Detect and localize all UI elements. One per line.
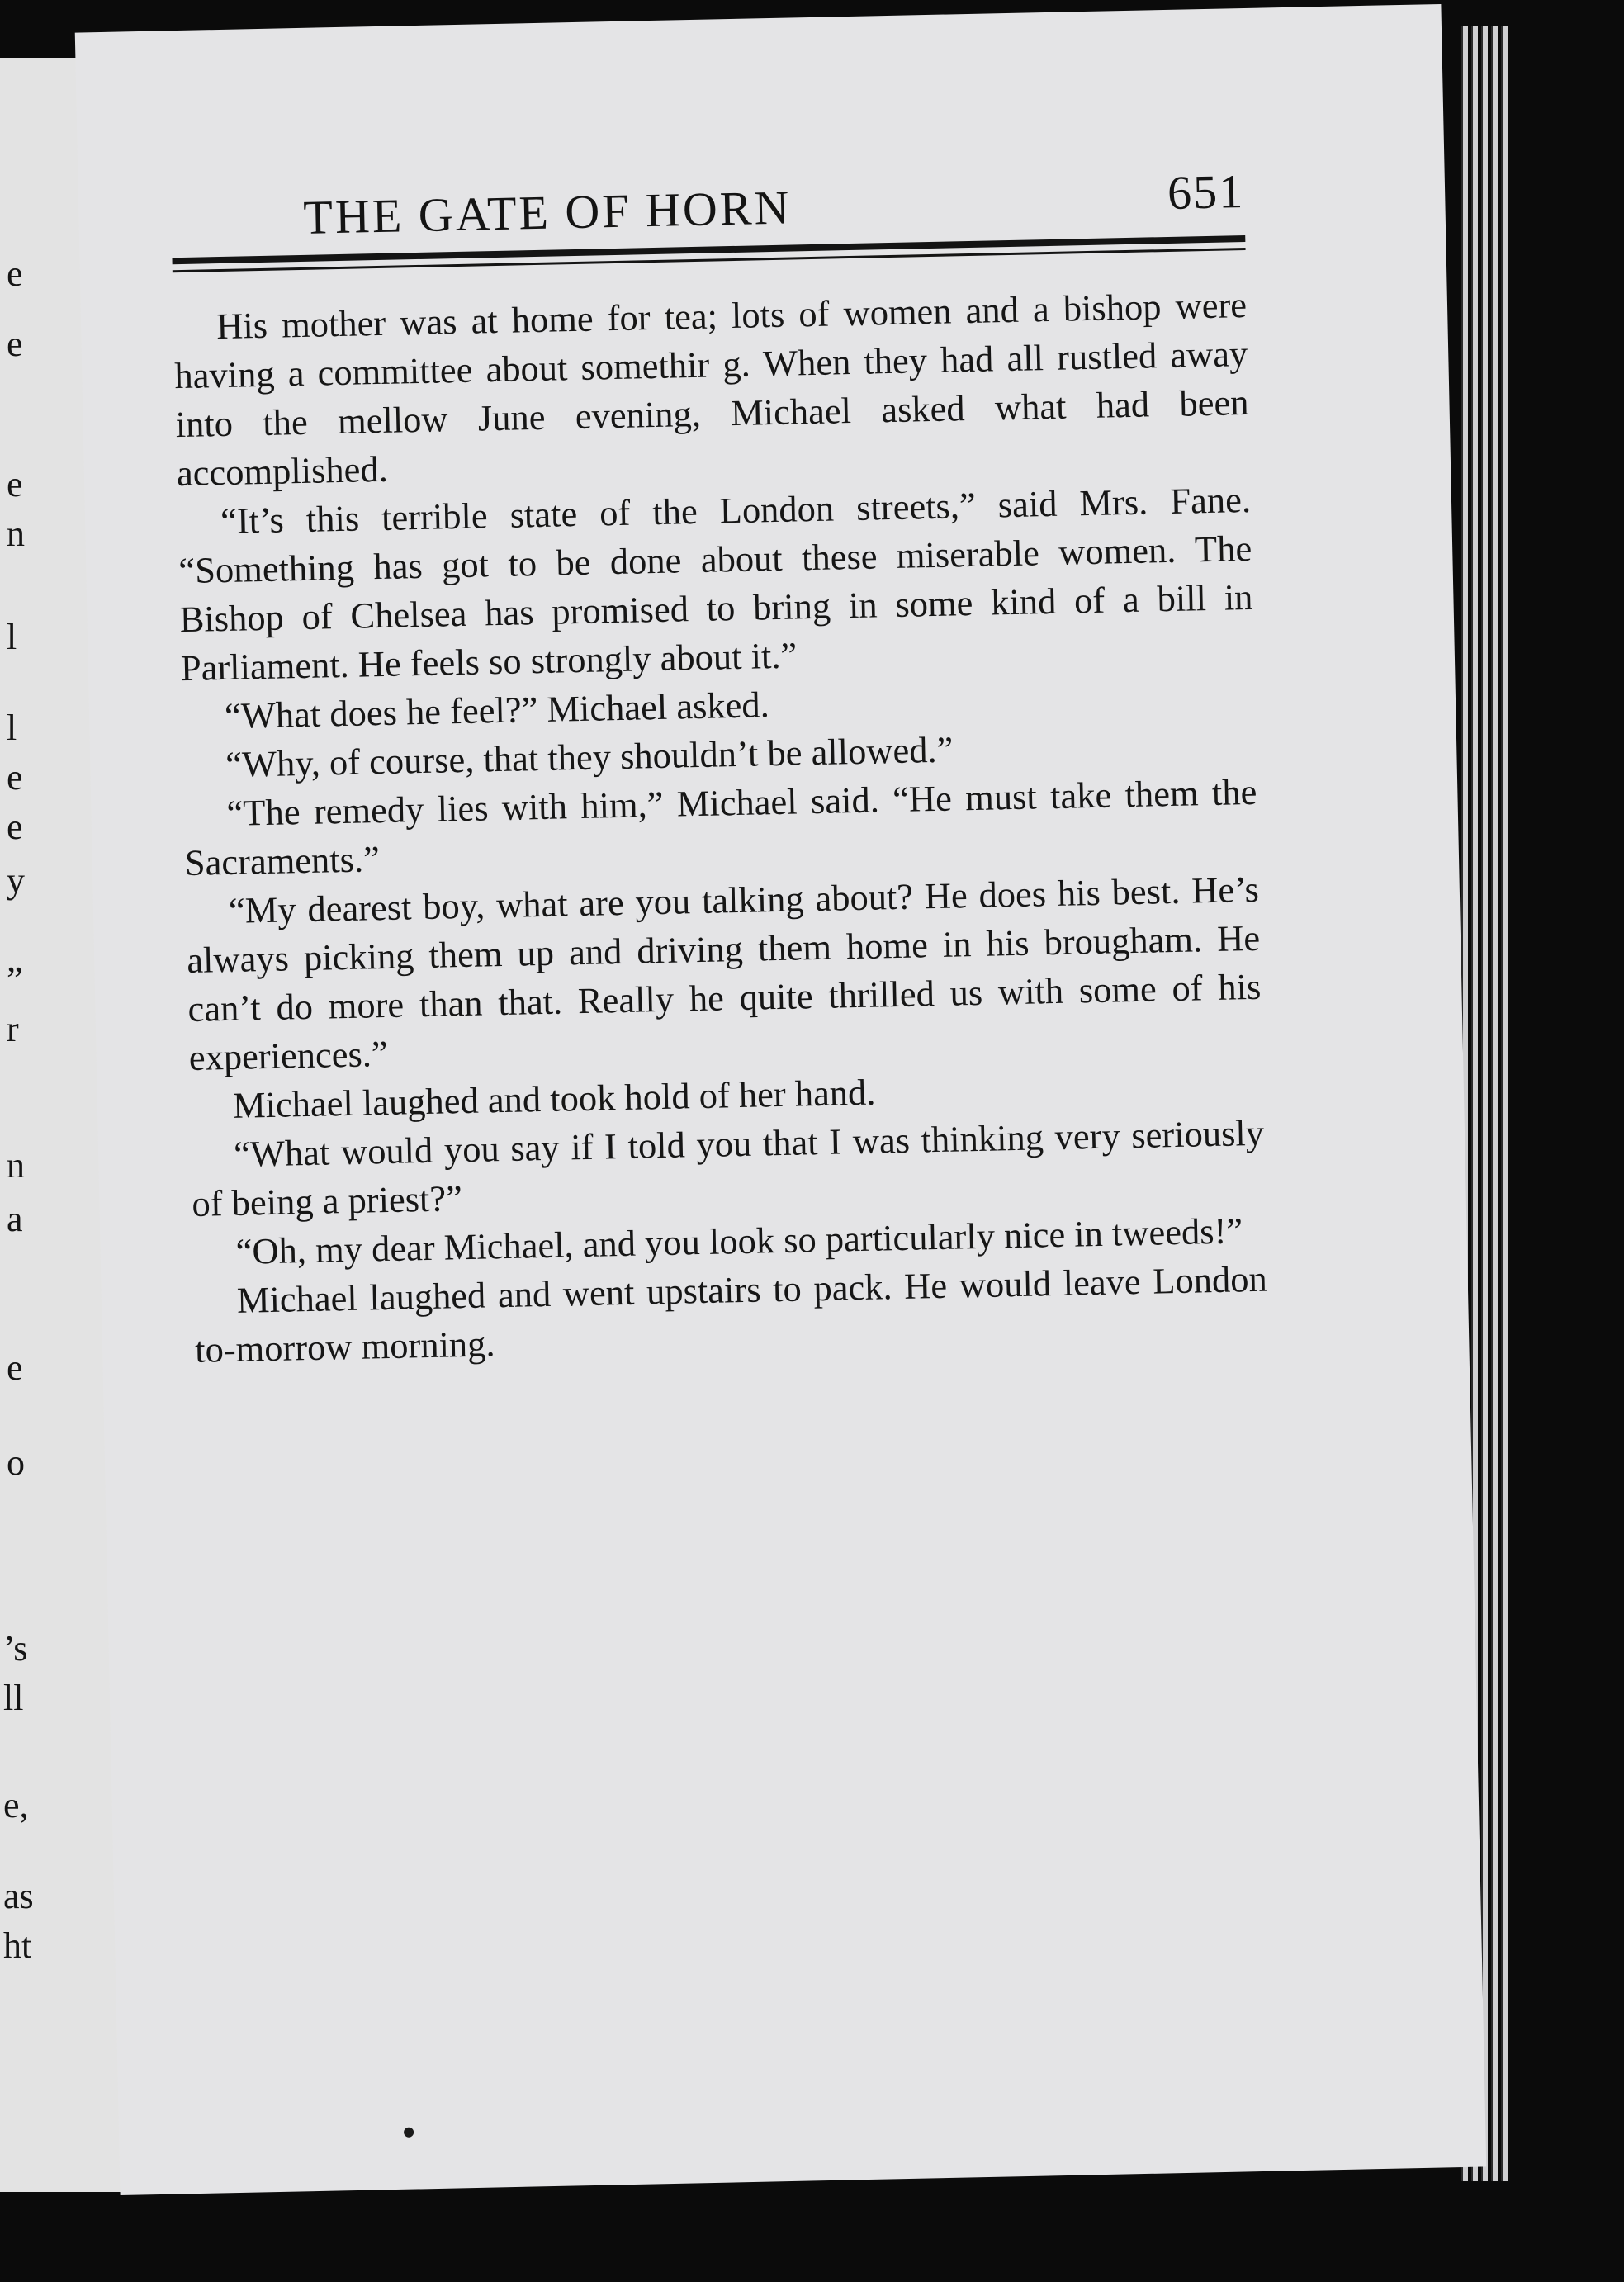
left-page-fragment: a: [7, 1199, 23, 1239]
paragraph: “It’s this terrible state of the London streets,” said Mrs. Fane. “Something has got to be done about these miserable women. The Bishop of Chelsea has promised to bring in some kind of a bill in Parliament. He feels so strongly about it.”: [178, 478, 1253, 689]
page-number: 651: [1167, 164, 1245, 220]
left-page-fragment: y: [7, 860, 25, 901]
page-edge: [1501, 26, 1508, 2181]
paragraph: “What does he feel?” Michael asked.: [224, 684, 770, 736]
left-page-fragment: e: [7, 807, 23, 847]
paragraph: “Why, of course, that they shouldn’t be allowed.”: [225, 728, 954, 785]
paragraph: “My dearest boy, what are you talking about? He does his best. He’s always picking them up and driving them home in his brougham. He can’t do more than that. Really he quite thrilled us with some of his experiences.”: [186, 868, 1262, 1078]
left-page-fragment: n: [7, 1145, 25, 1186]
paragraph: “Oh, my dear Michael, and you look so particularly nice in tweeds!”: [235, 1210, 1243, 1272]
left-page-fragment: ”: [7, 959, 23, 1000]
left-page-fragment: o: [7, 1442, 25, 1483]
left-page-fragment: r: [7, 1009, 19, 1049]
paragraph: Michael laughed and took hold of her hand.: [232, 1071, 876, 1126]
body-text: [173, 281, 1269, 1375]
paragraph: Michael laughed and went upstairs to pack. He would leave London to-morrow morning.: [194, 1257, 1268, 1371]
page-edge: [1491, 26, 1498, 2181]
page-edge: [1481, 26, 1488, 2181]
left-page-fragment: e: [7, 464, 23, 504]
left-page-fragment: ht: [3, 1925, 32, 1966]
paragraph: His mother was at home for tea; lots of women and a bishop were having a committee about somethir g. When they had all rustled away into the mellow June evening, Michael asked what had been accomplished.: [173, 283, 1249, 495]
left-page-fragment: e: [7, 757, 23, 798]
left-page-fragment: e,: [3, 1785, 29, 1825]
ink-speck: [404, 2128, 414, 2138]
left-page-fragment: ll: [3, 1678, 24, 1718]
paragraph: “The remedy lies with him,” Michael said. “He must take them the Sacraments.”: [184, 770, 1257, 884]
left-page-fragment: as: [3, 1876, 34, 1916]
left-page-fragment: e: [7, 253, 23, 294]
left-page-fragment: e: [7, 324, 23, 364]
left-page-fragment: l: [7, 708, 17, 748]
book-page: [75, 4, 1487, 2195]
running-title: THE GATE OF HORN: [302, 180, 792, 244]
left-page-fragment: l: [7, 617, 17, 657]
left-page-fragment: e: [7, 1347, 23, 1388]
left-page-fragment: ’s: [3, 1628, 28, 1669]
left-page-fragment: n: [7, 514, 25, 554]
paragraph: “What would you say if I told you that I was thinking very seriously of being a priest?”: [191, 1111, 1265, 1224]
